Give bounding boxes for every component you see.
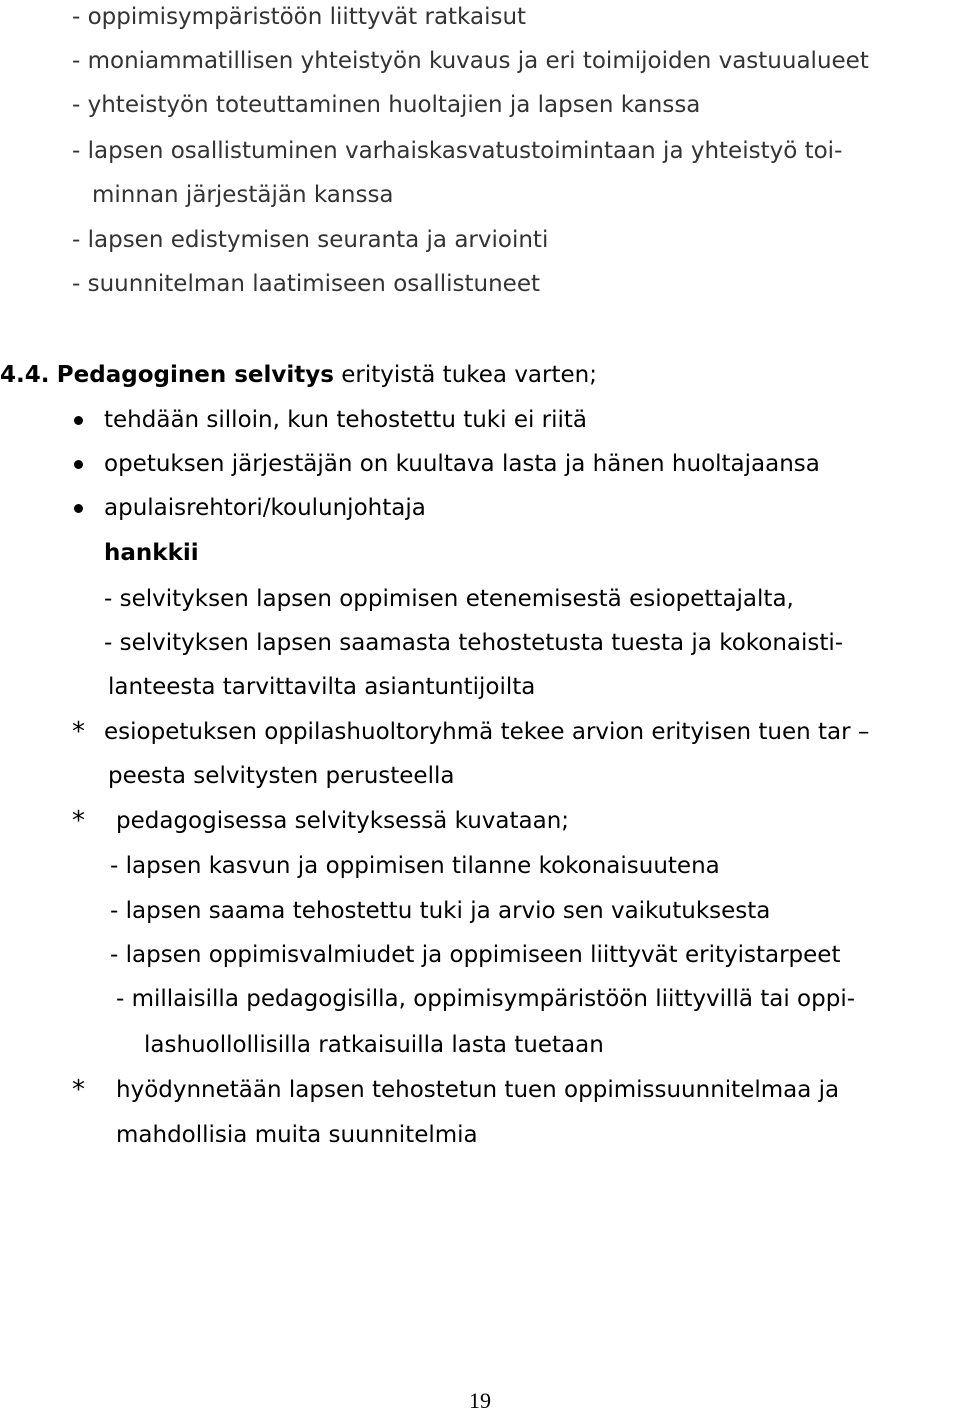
star-subitem-continuation: lashuollollisilla ratkaisuilla lasta tuetaan <box>144 1032 604 1058</box>
top-list-item: - yhteistyön toteuttaminen huoltajien ja lapsen kanssa <box>72 92 701 118</box>
top-list-item-continuation: minnan järjestäjän kanssa <box>92 182 394 208</box>
hankkii-item-continuation: lanteesta tarvittavilta asiantuntijoilta <box>108 674 536 700</box>
section-heading <box>0 360 597 390</box>
top-list-item: - suunnitelman laatimiseen osallistuneet <box>72 271 540 297</box>
bullet-icon <box>74 504 83 513</box>
hankkii-label: hankkii <box>104 540 199 566</box>
page-number: 19 <box>469 1388 491 1413</box>
asterisk-marker: * <box>72 717 85 747</box>
top-list-item: - moniammatillisen yhteistyön kuvaus ja eri toimijoiden vastuualueet <box>72 48 869 74</box>
top-list-item: - lapsen osallistuminen varhaiskasvatustoimintaan ja yhteistyö toi- <box>72 138 843 164</box>
top-list-item: - lapsen edistymisen seuranta ja arviointi <box>72 227 549 253</box>
asterisk-marker: * <box>72 806 85 836</box>
star-item: esiopetuksen oppilashuoltoryhmä tekee arvion erityisen tuen tar – <box>104 719 870 745</box>
asterisk-marker: * <box>72 1075 85 1105</box>
bullet-icon <box>74 416 83 425</box>
section-number: 4.4. <box>0 362 50 388</box>
star-subitem: - lapsen saama tehostettu tuki ja arvio sen vaikutuksesta <box>110 898 771 924</box>
section-title: Pedagoginen selvitys <box>56 362 334 388</box>
bullet-icon <box>74 460 83 469</box>
bullet-item: apulaisrehtori/koulunjohtaja <box>104 495 426 521</box>
star-item-continuation: peesta selvitysten perusteella <box>108 763 455 789</box>
star-item: hyödynnetään lapsen tehostetun tuen oppimissuunnitelmaa ja <box>116 1077 840 1103</box>
star-subitem: - millaisilla pedagogisilla, oppimisympäristöön liittyvillä tai oppi- <box>116 986 856 1012</box>
section-title-rest: erityistä tukea varten; <box>333 362 597 388</box>
star-item-continuation: mahdollisia muita suunnitelmia <box>116 1122 478 1148</box>
hankkii-item: - selvityksen lapsen oppimisen etenemisestä esiopettajalta, <box>104 586 794 612</box>
star-heading: pedagogisessa selvityksessä kuvataan; <box>116 808 570 834</box>
star-subitem: - lapsen kasvun ja oppimisen tilanne kokonaisuutena <box>110 853 720 879</box>
top-list-item: - oppimisympäristöön liittyvät ratkaisut <box>72 4 527 30</box>
star-subitem: - lapsen oppimisvalmiudet ja oppimiseen liittyvät erityistarpeet <box>110 942 841 968</box>
bullet-item: opetuksen järjestäjän on kuultava lasta ja hänen huoltajaansa <box>104 451 820 477</box>
hankkii-item: - selvityksen lapsen saamasta tehostetusta tuesta ja kokonaisti- <box>104 630 844 656</box>
bullet-item: tehdään silloin, kun tehostettu tuki ei riitä <box>104 407 588 433</box>
